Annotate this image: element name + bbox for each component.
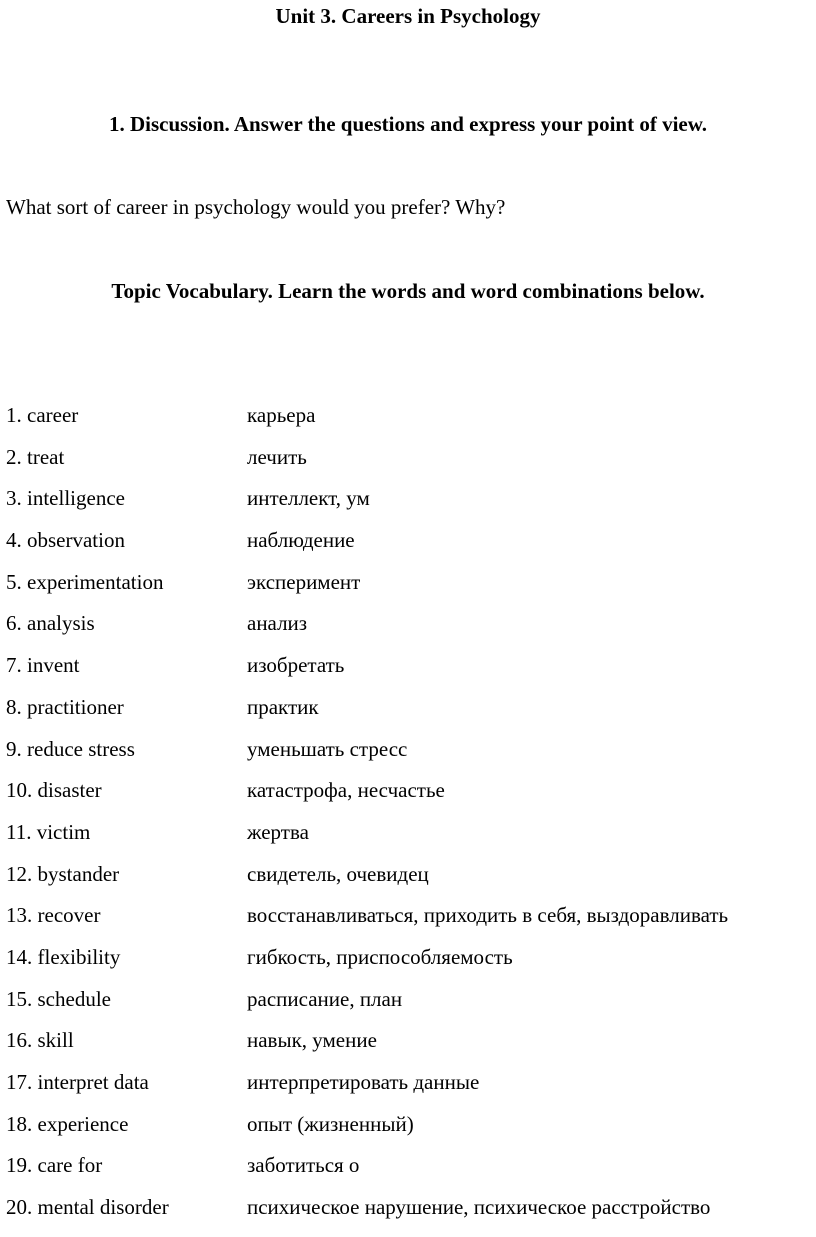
- vocab-term: 8. practitioner: [6, 694, 124, 719]
- vocab-translation: навык, умение: [247, 1028, 377, 1053]
- vocab-translation: наблюдение: [247, 528, 355, 553]
- vocab-translation: интерпретировать данные: [247, 1070, 480, 1094]
- vocab-term: 4. observation: [6, 528, 125, 553]
- vocab-translation: уменьшать стресс: [247, 736, 408, 761]
- vocab-term: 19. care for: [6, 1153, 103, 1178]
- vocabulary-list: [6, 401, 812, 1235]
- vocab-row: [6, 1110, 812, 1152]
- vocab-row: [6, 776, 812, 818]
- vocab-row: [6, 401, 812, 443]
- vocab-term: 12. bystander: [6, 861, 120, 886]
- vocab-row: [6, 526, 812, 568]
- page-title: Unit 3. Careers in Psychology: [275, 4, 541, 28]
- vocab-row: [6, 568, 812, 610]
- vocab-term: 5. experimentation: [6, 569, 164, 594]
- vocab-term: 9. reduce stress: [6, 736, 135, 761]
- vocab-translation: карьера: [247, 403, 316, 427]
- discussion-heading: 1. Discussion. Answer the questions and express your point of view.: [108, 112, 708, 136]
- vocab-row: [6, 1151, 812, 1193]
- vocab-term: 6. analysis: [6, 611, 95, 636]
- vocab-translation: психическое нарушение, психическое расстройство: [247, 1195, 711, 1220]
- discussion-question: What sort of career in psychology would you prefer? Why?: [6, 195, 506, 219]
- vocab-translation: жертва: [247, 819, 309, 844]
- vocab-term: 11. victim: [6, 819, 91, 844]
- vocabulary-heading: Topic Vocabulary. Learn the words and word combinations below.: [111, 279, 705, 303]
- vocab-translation: заботиться о: [247, 1153, 360, 1178]
- vocab-row: [6, 818, 812, 860]
- vocab-term: 18. experience: [6, 1111, 129, 1136]
- vocab-translation: эксперимент: [247, 569, 361, 594]
- vocab-row: [6, 651, 812, 693]
- vocab-row: [6, 1026, 812, 1068]
- vocab-term: 2. treat: [6, 444, 65, 469]
- vocab-row: [6, 693, 812, 735]
- vocab-translation: анализ: [247, 611, 308, 636]
- vocab-row: [6, 484, 812, 526]
- vocab-term: 10. disaster: [6, 778, 102, 803]
- vocab-term: 7. invent: [6, 653, 80, 678]
- vocab-row: [6, 943, 812, 985]
- vocab-row: [6, 443, 812, 485]
- vocab-translation: опыт (жизненный): [247, 1111, 414, 1136]
- vocab-translation: практик: [247, 694, 319, 719]
- vocab-row: [6, 735, 812, 777]
- vocab-term: 16. skill: [6, 1028, 74, 1053]
- vocab-row: [6, 985, 812, 1027]
- vocab-term: 14. flexibility: [6, 944, 121, 969]
- vocab-translation: катастрофа, несчастье: [247, 778, 445, 803]
- vocab-row: [6, 609, 812, 651]
- vocab-translation: свидетель, очевидец: [247, 861, 429, 886]
- vocab-term: 15. schedule: [6, 986, 111, 1011]
- vocab-translation: гибкость, приспособляемость: [247, 944, 513, 969]
- vocab-translation: интеллект, ум: [247, 486, 370, 511]
- vocab-row: [6, 1068, 812, 1110]
- vocab-term: 3. intelligence: [6, 486, 125, 511]
- vocab-row: [6, 1193, 812, 1235]
- vocab-term: 1. career: [6, 403, 79, 427]
- vocab-term: 17. interpret data: [6, 1070, 149, 1094]
- vocab-row: [6, 901, 812, 943]
- vocab-translation: изобретать: [247, 653, 345, 678]
- vocab-term: 20. mental disorder: [6, 1195, 169, 1220]
- vocab-row: [6, 860, 812, 902]
- vocab-translation: расписание, план: [247, 986, 403, 1011]
- vocab-translation: лечить: [247, 444, 307, 469]
- vocab-translation: восстанавливаться, приходить в себя, выздоравливать: [247, 903, 729, 928]
- vocab-term: 13. recover: [6, 903, 101, 928]
